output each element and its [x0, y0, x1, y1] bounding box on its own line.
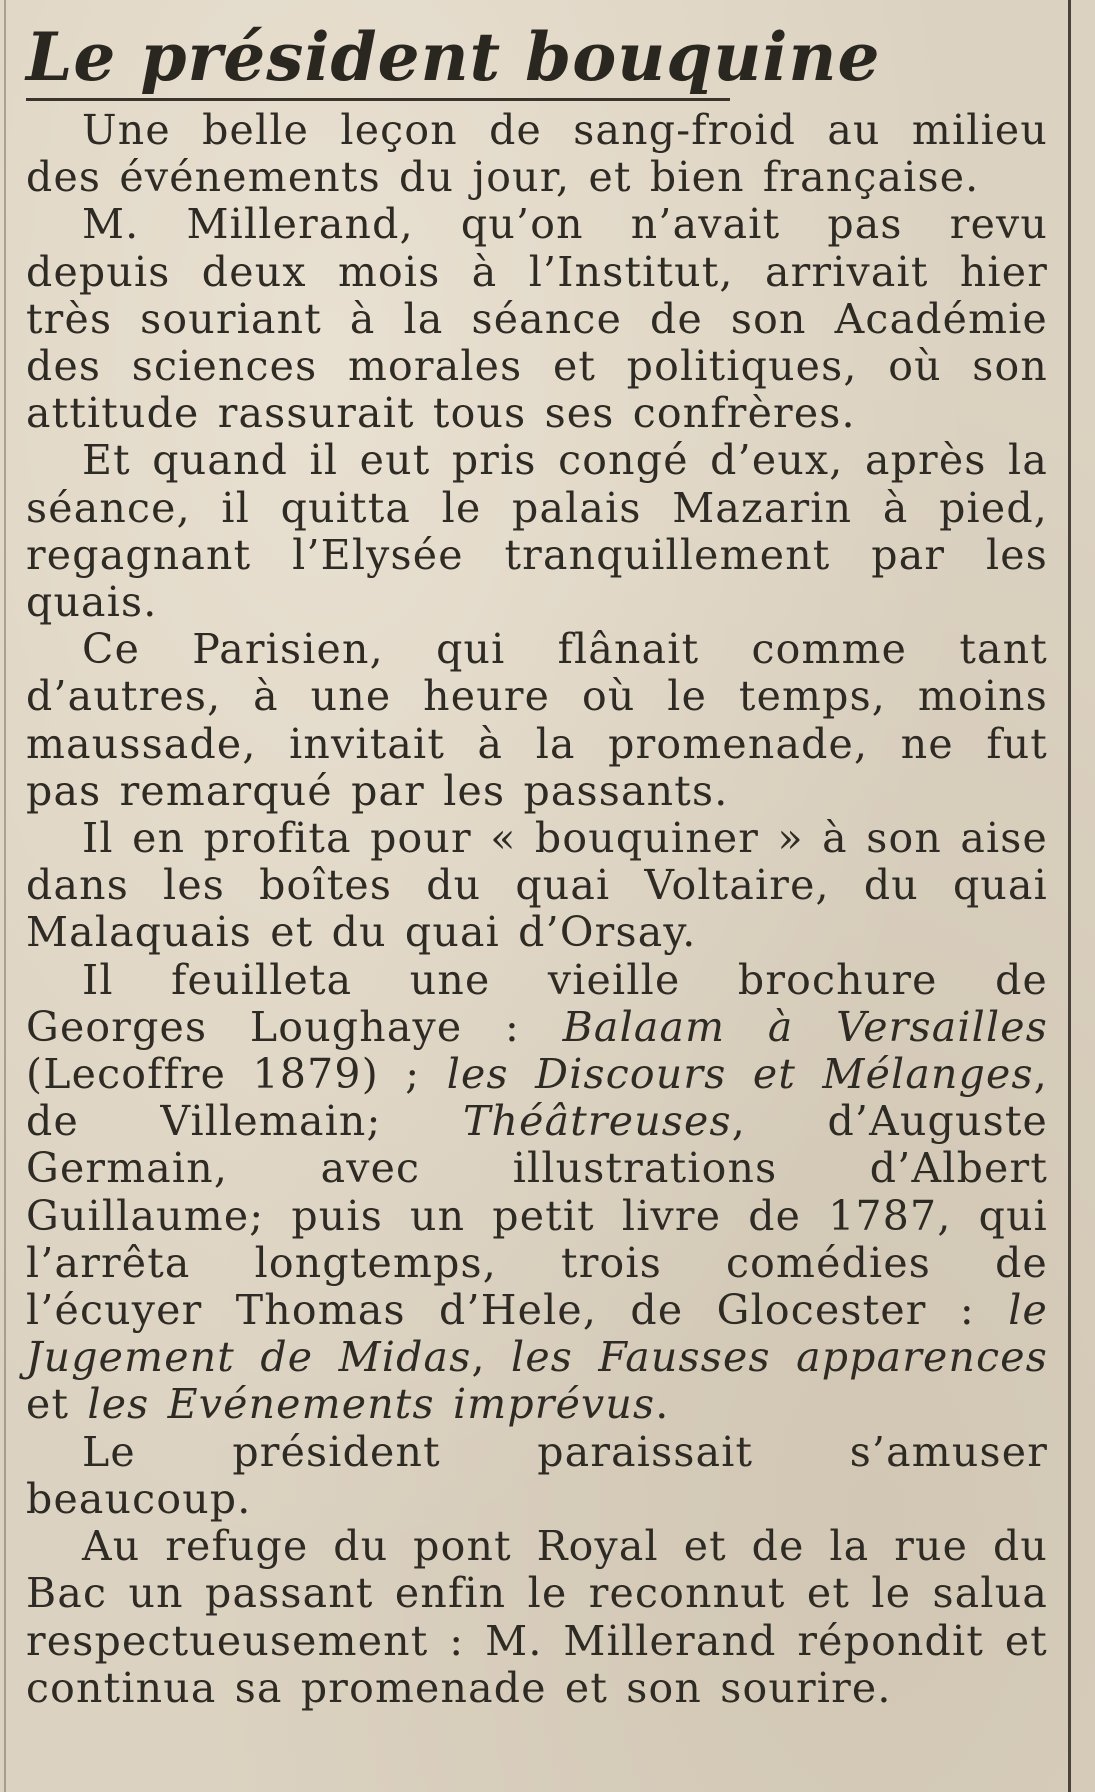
book-title-balaam: Balaam à Versailles	[562, 1002, 1048, 1051]
book-title-discours: les Discours et Mélanges	[446, 1050, 1034, 1099]
paragraph-1: Une belle leçon de sang-froid au milieu des événements du jour, et bien française.	[26, 106, 1048, 202]
books-text-7: .	[655, 1380, 670, 1429]
right-column-rule	[1068, 0, 1071, 1792]
books-text-5: ,	[471, 1333, 512, 1382]
book-title-evenements: les Evénements imprévus	[87, 1380, 656, 1429]
book-title-jugement: le Jugement de Midas	[26, 1286, 1048, 1382]
paragraph-4: Ce Parisien, qui flânait comme tant d’autres, à une heure où le temps, moins maussade, invitait à la promenade, ne fut pas remarqué par les passants.	[26, 625, 1048, 815]
books-text-3: , de Villemain;	[26, 1050, 1048, 1146]
paragraph-7: Le président paraissait s’amuser beaucoup.	[26, 1427, 1048, 1523]
left-column-rule	[4, 0, 6, 1792]
books-text-1: Il feuilleta une vieille brochure de Georges Loughaye :	[26, 955, 1048, 1051]
paragraph-2: M. Millerand, qu’on n’avait pas revu depuis deux mois à l’Institut, arrivait hier très souriant à la séance de son Académie des sciences morales et politiques, où son attitude rassurait tous ses confrères.	[26, 200, 1048, 438]
title-underline	[26, 98, 730, 101]
books-text-6: et	[26, 1380, 88, 1429]
paragraph-8: Au refuge du pont Royal et de la rue du Bac un passant enfin le reconnut et le salua respectueusement : M. Millerand répondit et continua sa promenade et son sourire.	[26, 1522, 1048, 1712]
books-text-2: (Lecoffre 1879) ;	[26, 1050, 447, 1099]
article-title: Le président bouquine	[26, 18, 881, 96]
books-text-4: , d’Auguste Germain, avec illustrations d’Albert Guillaume; puis un petit livre de 1787, qui l’arrêta longtemps, trois comédies de l’écuyer Thomas d’Hele, de Glocester :	[26, 1097, 1048, 1335]
article-column	[26, 16, 1048, 1712]
paragraph-5: Il en profita pour « bouquiner » à son aise dans les boîtes du quai Voltaire, du quai Malaquais et du quai d’Orsay.	[26, 814, 1048, 957]
book-title-theatreuses: Théâtreuses	[463, 1097, 732, 1146]
paragraph-books	[26, 957, 1048, 1429]
book-title-fausses: les Fausses apparences	[511, 1333, 1048, 1382]
paragraph-3: Et quand il eut pris congé d’eux, après la séance, il quitta le palais Mazarin à pied, regagnant l’Elysée tranquillement par les quais.	[26, 436, 1048, 627]
